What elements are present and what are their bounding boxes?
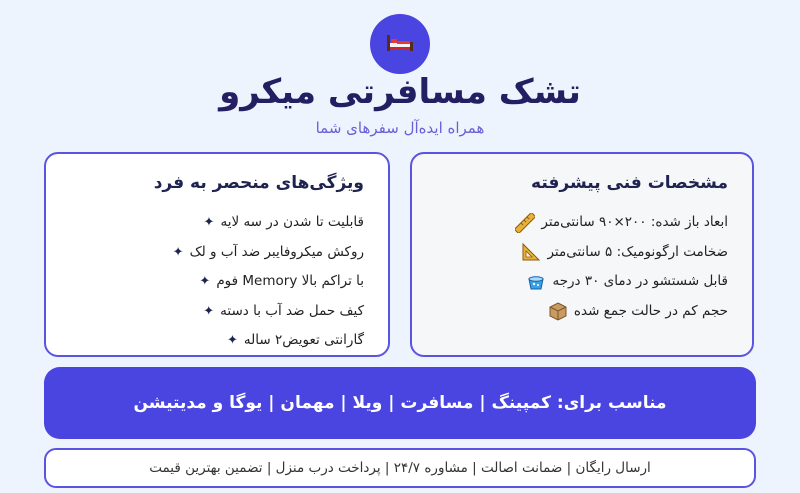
- page-title: تشک مسافرتی میکرو: [219, 72, 581, 112]
- features-card: [44, 152, 390, 357]
- list-item: [412, 208, 728, 238]
- feature-item-label: روکش میکروفایبر ضد آب و لک: [189, 243, 364, 260]
- feature-item-label: گارانتی تعویض۲ ساله: [243, 332, 364, 348]
- list-item: [46, 238, 364, 268]
- feature-item-label: قابلیت تا شدن در سه لایه: [220, 214, 364, 230]
- sparkle-icon: ✦: [172, 244, 184, 260]
- package-icon: [548, 301, 568, 321]
- spec-item-label: قابل شستشو در دمای ۳۰ درجه: [552, 273, 728, 289]
- sparkle-icon: ✦: [203, 303, 215, 319]
- sparkle-icon: ✦: [199, 274, 211, 289]
- feature-item-label: با تراکم بالا Memory فوم: [216, 273, 364, 289]
- suitable-for-banner: مناسب برای: کمپینگ | مسافرت | ویلا | مهمان | یوگا و مدیتیشن: [44, 367, 756, 439]
- bed-icon: [385, 31, 415, 57]
- list-item: [46, 267, 364, 297]
- spec-item-label: حجم کم در حالت جمع شده: [573, 302, 728, 319]
- list-item: [412, 297, 728, 327]
- features-list: [46, 208, 388, 356]
- sparkle-icon: ✦: [203, 215, 215, 230]
- page-subtitle: همراه ایده‌آل سفرهای شما: [315, 119, 485, 137]
- triangle-ruler-icon: [521, 242, 541, 262]
- specs-card: [410, 152, 754, 357]
- ruler-icon: [515, 213, 535, 233]
- features-card-title: ویژگی‌های منحصر به فرد: [153, 173, 364, 193]
- feature-item-label: کیف حمل ضد آب با دسته: [220, 302, 364, 319]
- wash-basin-icon: [526, 272, 546, 292]
- list-item: [412, 267, 728, 297]
- list-item: [46, 326, 364, 356]
- header-logo: [370, 14, 430, 74]
- list-item: [46, 297, 364, 327]
- services-bar: ارسال رایگان | ضمانت اصالت | مشاوره ۲۴/۷ | پرداخت درب منزل | تضمین بهترین قیمت: [44, 448, 756, 488]
- spec-item-label: ضخامت ارگونومیک: ۵ سانتی‌متر: [547, 243, 728, 260]
- list-item: [412, 238, 728, 268]
- specs-card-title: مشخصات فنی پیشرفته: [531, 173, 728, 193]
- list-item: [46, 208, 364, 238]
- spec-item-label: ابعاد باز شده: ۲۰۰×۹۰ سانتی‌متر: [541, 214, 728, 230]
- sparkle-icon: ✦: [227, 333, 238, 348]
- specs-list: [412, 208, 752, 326]
